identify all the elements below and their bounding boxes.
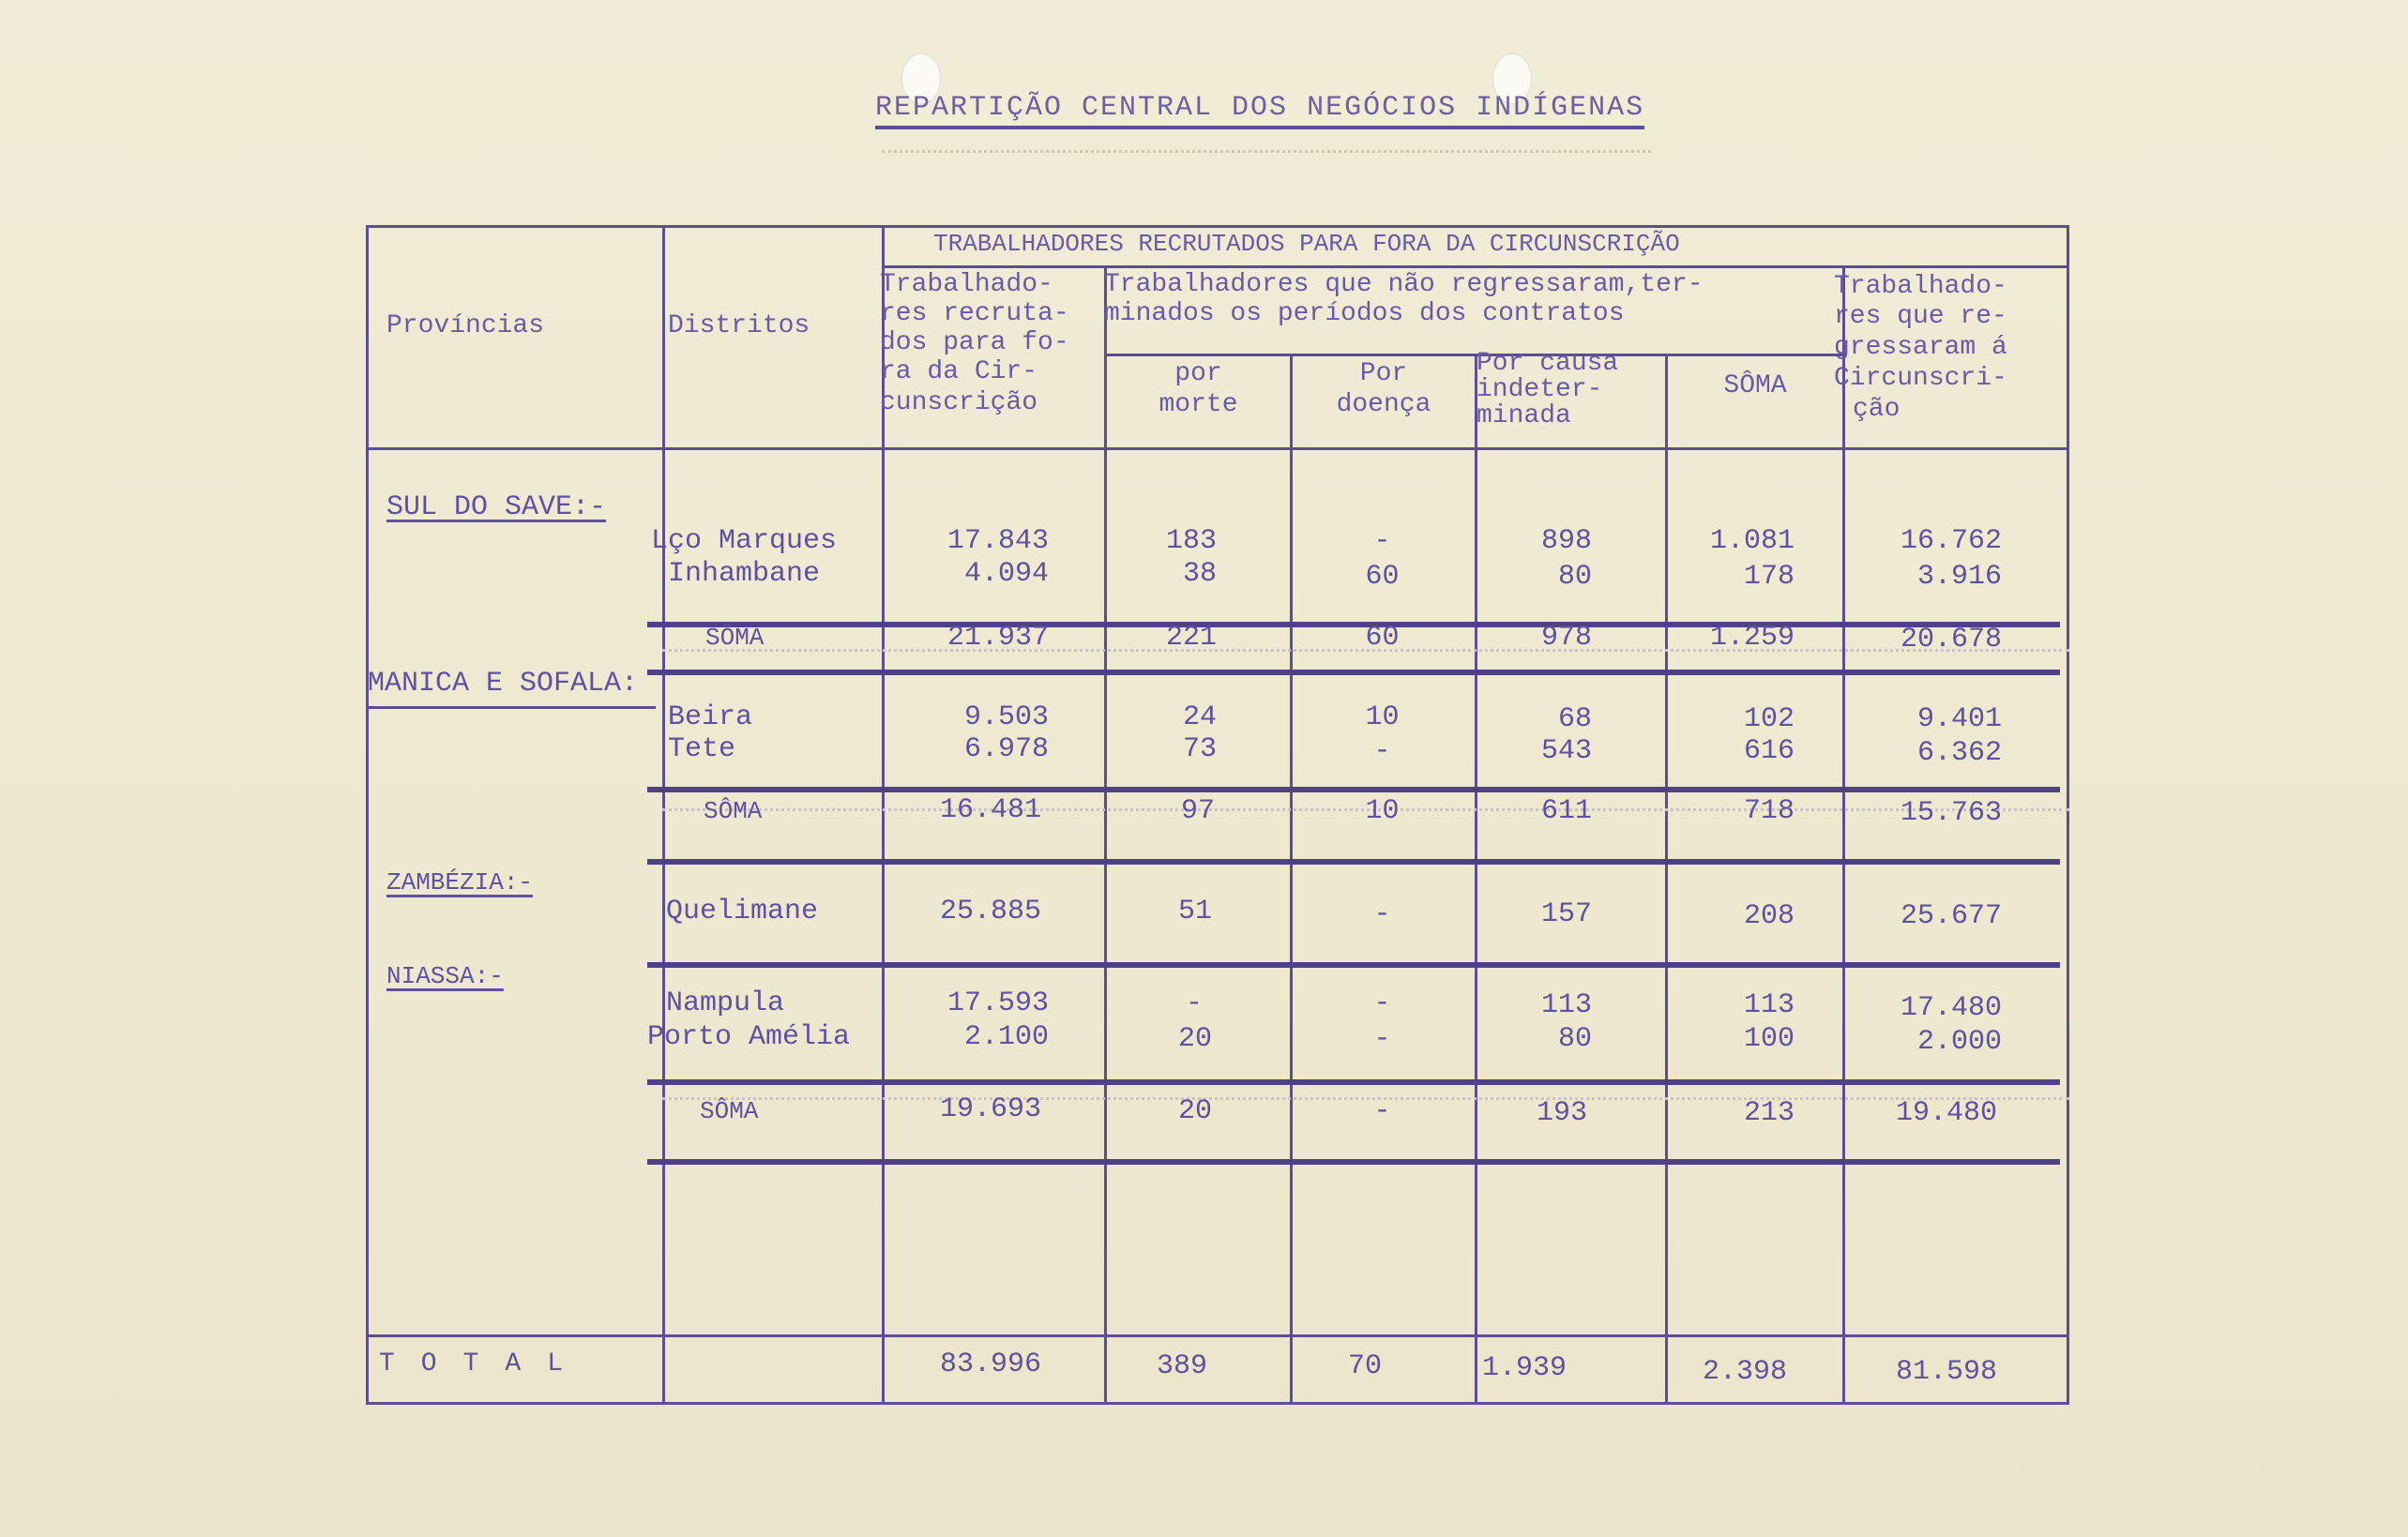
- cell-indeterminada: 80: [1557, 1023, 1592, 1055]
- cell-doenca: 60: [1365, 622, 1400, 654]
- district-name: Beira: [668, 701, 753, 733]
- cell-morte: 51: [1177, 896, 1212, 927]
- cell-regressaram: 17.480: [1900, 992, 2002, 1024]
- district-name: Porto Amélia: [647, 1021, 851, 1053]
- cell-soma: 113: [1743, 989, 1795, 1021]
- header-por-morte-1: por: [1174, 359, 1222, 388]
- col-divider-distritos: [662, 225, 665, 1405]
- cell-regressaram: 6.362: [1916, 737, 2002, 769]
- header-group-rule: [882, 265, 2069, 268]
- cell-soma: 208: [1743, 900, 1795, 932]
- header-recrutados-3: dos para fo-: [880, 328, 1069, 357]
- cell-recrutados: 25.885: [939, 896, 1041, 927]
- cell-morte: 20: [1177, 1095, 1212, 1127]
- cell-soma: 1.081: [1709, 525, 1795, 557]
- rule-niassa-subtotal-top: [647, 1079, 2060, 1085]
- cell-soma: 1.259: [1709, 622, 1795, 654]
- subtotal-label: SÔMA: [705, 624, 765, 652]
- cell-doenca: 10: [1365, 701, 1400, 733]
- header-group-title: TRABALHADORES RECRUTADOS PARA FORA DA CIRCUNSCRIÇÃO: [933, 230, 1680, 258]
- cell-regressaram: 20.678: [1900, 624, 2002, 655]
- cell-morte: 183: [1165, 525, 1217, 557]
- cell-doenca: -: [1373, 1023, 1391, 1055]
- header-subgroup-rule: [1104, 354, 1842, 356]
- header-recrutados-1: Trabalhado-: [880, 270, 1053, 299]
- cell-recrutados: 2.100: [963, 1021, 1049, 1053]
- total-label: TOTAL: [379, 1349, 590, 1379]
- header-regressaram-1: Trabalhado-: [1834, 272, 2007, 301]
- table-top-border: [366, 225, 2069, 228]
- total-indeterminada: 1.939: [1482, 1352, 1567, 1384]
- cell-recrutados: 16.481: [939, 794, 1041, 826]
- header-provincias: Províncias: [386, 311, 545, 340]
- rule-zambezia-bottom: [647, 962, 2060, 968]
- cell-indeterminada: 611: [1540, 795, 1592, 827]
- header-recrutados-4: ra da Cir-: [880, 357, 1038, 386]
- province-zambezia: ZAMBÉZIA:-: [386, 868, 534, 897]
- header-recrutados-2: res recruta-: [880, 299, 1069, 328]
- district-name: Lço Marques: [651, 525, 838, 557]
- cell-morte: -: [1185, 987, 1203, 1019]
- header-regressaram-5: ção: [1853, 395, 1901, 424]
- cell-recrutados: 21.937: [947, 622, 1049, 654]
- header-indeterminada-1: Por causa: [1477, 349, 1619, 378]
- cell-recrutados: 17.843: [947, 525, 1049, 557]
- cell-indeterminada: 80: [1557, 561, 1592, 593]
- subtotal-label: SÔMA: [704, 797, 763, 825]
- cell-regressaram: 9.401: [1916, 703, 2002, 735]
- cell-soma: 213: [1743, 1097, 1795, 1129]
- cell-soma: 100: [1743, 1023, 1795, 1055]
- rule-sul-subtotal-bottom: [647, 670, 2060, 675]
- district-name: Nampula: [666, 987, 785, 1019]
- cell-soma: 178: [1743, 561, 1795, 593]
- cell-regressaram: 25.677: [1900, 900, 2002, 932]
- header-regressaram-3: gressaram á: [1834, 333, 2007, 362]
- cell-morte: 38: [1182, 558, 1217, 590]
- header-por-doenca-1: Por: [1359, 359, 1408, 388]
- rule-total-top: [366, 1334, 2069, 1337]
- cell-recrutados: 4.094: [963, 558, 1049, 590]
- table-left-border: [366, 225, 369, 1405]
- total-doenca: 70: [1347, 1350, 1382, 1382]
- cell-soma: 616: [1743, 735, 1795, 767]
- rule-manica-subtotal-top: [647, 787, 2060, 792]
- district-name: Inhambane: [668, 558, 821, 590]
- col-divider-doenca: [1290, 354, 1293, 1405]
- title-dotted-rule: [882, 150, 1651, 153]
- cell-morte: 73: [1182, 733, 1217, 765]
- header-distritos: Distritos: [668, 311, 810, 340]
- header-soma: SÔMA: [1723, 371, 1787, 400]
- cell-morte: 221: [1165, 622, 1217, 654]
- cell-morte: 20: [1177, 1023, 1212, 1055]
- cell-soma: 718: [1743, 795, 1795, 827]
- header-nao-regressaram-2: minados os períodos dos contratos: [1104, 299, 1625, 328]
- province-manica-e-sofala: MANICA E SOFALA:: [368, 668, 639, 700]
- rule-niassa-subtotal-bottom: [647, 1159, 2060, 1165]
- col-divider-indeterminada: [1475, 354, 1477, 1405]
- table-right-border: [2067, 225, 2069, 1405]
- cell-doenca: -: [1373, 735, 1391, 767]
- cell-soma: 102: [1743, 703, 1795, 735]
- header-regressaram-2: res que re-: [1834, 302, 2007, 331]
- province-sul-do-save: SUL DO SAVE:-: [386, 491, 607, 523]
- subtotal-label: SÔMA: [700, 1097, 759, 1125]
- col-divider-regressaram: [1842, 265, 1845, 1405]
- cell-recrutados: 6.978: [963, 733, 1049, 765]
- cell-indeterminada: 68: [1557, 703, 1592, 735]
- header-por-doenca-2: doença: [1336, 390, 1431, 419]
- cell-indeterminada: 157: [1540, 898, 1592, 930]
- cell-doenca: -: [1373, 987, 1391, 1019]
- header-recrutados-5: cunscrição: [880, 388, 1038, 417]
- cell-doenca: -: [1373, 525, 1391, 557]
- total-soma: 2.398: [1702, 1356, 1787, 1388]
- total-regressaram: 81.598: [1895, 1356, 1997, 1388]
- document-title: REPARTIÇÃO CENTRAL DOS NEGÓCIOS INDÍGENAS: [875, 92, 1644, 129]
- cell-regressaram: 16.762: [1900, 525, 2002, 557]
- cell-regressaram: 19.480: [1895, 1097, 1997, 1129]
- cell-recrutados: 19.693: [939, 1093, 1041, 1125]
- district-name: Quelimane: [666, 896, 819, 927]
- total-morte: 389: [1156, 1350, 1207, 1382]
- header-nao-regressaram-1: Trabalhadores que não regressaram,ter-: [1104, 270, 1704, 299]
- cell-regressaram: 3.916: [1916, 561, 2002, 593]
- cell-doenca: 10: [1365, 795, 1400, 827]
- cell-indeterminada: 543: [1540, 735, 1592, 767]
- rule-manica-underline: [369, 706, 656, 709]
- cell-recrutados: 17.593: [947, 987, 1049, 1019]
- province-niassa: NIASSA:-: [386, 962, 504, 990]
- cell-regressaram: 2.000: [1916, 1026, 2002, 1058]
- col-divider-soma: [1665, 354, 1668, 1405]
- cell-doenca: -: [1373, 1095, 1391, 1127]
- col-divider-morte: [1104, 265, 1107, 1405]
- cell-indeterminada: 978: [1540, 622, 1592, 654]
- cell-morte: 97: [1180, 795, 1215, 827]
- total-recrutados: 83.996: [939, 1349, 1041, 1380]
- header-bottom-rule: [366, 447, 2069, 450]
- header-indeterminada-2: indeter-: [1477, 375, 1603, 404]
- district-name: Tete: [668, 733, 736, 765]
- cell-indeterminada: 113: [1540, 989, 1592, 1021]
- cell-morte: 24: [1182, 701, 1217, 733]
- cell-regressaram: 15.763: [1900, 797, 2002, 829]
- cell-recrutados: 9.503: [963, 701, 1049, 733]
- cell-indeterminada: 193: [1536, 1097, 1587, 1129]
- cell-indeterminada: 898: [1540, 525, 1592, 557]
- header-regressaram-4: Circunscri-: [1834, 364, 2007, 393]
- cell-doenca: -: [1373, 898, 1391, 930]
- header-por-morte-2: morte: [1159, 390, 1238, 419]
- cell-doenca: 60: [1365, 561, 1400, 593]
- table-bottom-border: [366, 1402, 2069, 1405]
- header-indeterminada-3: minada: [1477, 401, 1571, 430]
- rule-manica-subtotal-bottom: [647, 859, 2060, 865]
